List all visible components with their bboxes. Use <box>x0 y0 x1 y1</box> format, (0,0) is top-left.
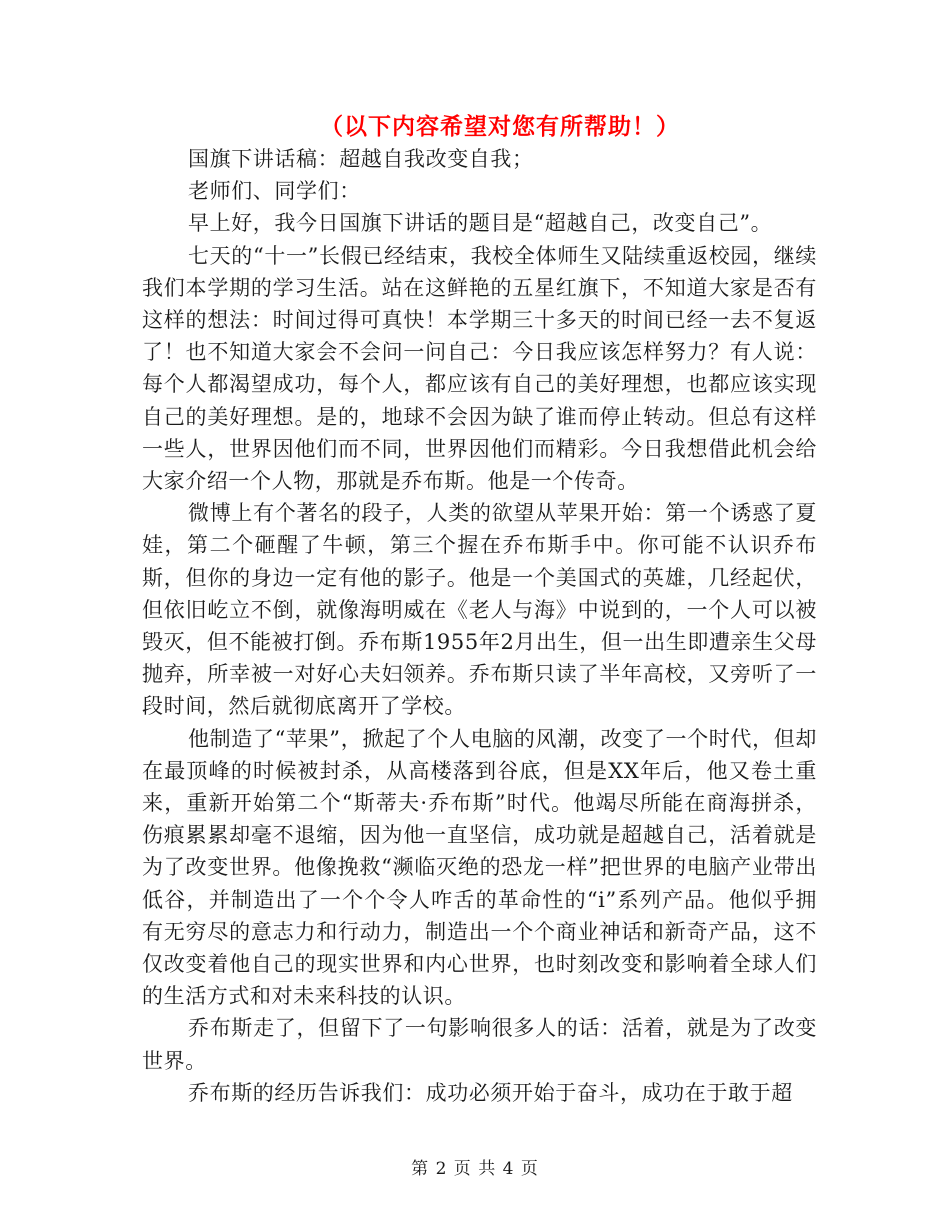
paragraph-salutation: 老师们、同学们： <box>188 179 361 204</box>
paragraph: 乔布斯走了，但留下了一句影响很多人的话：活着，就是为了改变世界。 <box>142 1016 817 1073</box>
body-text <box>142 143 817 1109</box>
footer-suffix: 页 <box>520 1159 539 1179</box>
footer-prefix: 第 <box>411 1159 430 1179</box>
header-note: （以下内容希望对您有所帮助！） <box>320 113 680 140</box>
paragraph: 他制造了“苹果”，掀起了个人电脑的风潮，改变了一个时代，但却在最顶峰的时候被封杀，从高楼落到谷底，但是XX年后，他又卷土重来，重新开始第二个“斯蒂夫·乔布斯”时代。他竭尽所能在商海拼杀，伤痕累累却毫不退缩，因为他一直坚信，成功就是超越自己，活着就是为了改变世界。他像挽救“濒临灭绝的恐龙一样”把世界的电脑产业带出低谷，并制造出了一个个令人咋舌的革命性的“i”系列产品。他似乎拥有无穷尽的意志力和行动力，制造出一个个商业神话和新奇产品，这不仅改变着他自己的现实世界和内心世界，也时刻改变和影响着全球人们的生活方式和对未来科技的认识。 <box>142 726 817 1009</box>
paragraph: 乔布斯的经历告诉我们：成功必须开始于奋斗，成功在于敢于超 <box>188 1080 793 1105</box>
page-footer <box>0 1154 950 1179</box>
footer-middle: 页 共 <box>453 1159 497 1179</box>
paragraph: 七天的“十一”长假已经结束，我校全体师生又陆续重返校园，继续我们本学期的学习生活。站在这鲜艳的五星红旗下，不知道大家是否有这样的想法：时间过得可真快！本学期三十多天的时间已经一去不复返了！也不知道大家会不会问一问自己：今日我应该怎样努力？有人说：每个人都渴望成功，每个人，都应该有自己的美好理想，也都应该实现自己的美好理想。是的，地球不会因为缺了谁而停止转动。但总有这样一些人，世界因他们而不同，世界因他们而精彩。今日我想借此机会给大家介绍一个人物，那就是乔布斯。他是一个传奇。 <box>142 243 817 494</box>
paragraph: 微博上有个著名的段子，人类的欲望从苹果开始：第一个诱惑了夏娃，第二个砸醒了牛顿，第三个握在乔布斯手中。你可能不认识乔布斯，但你的身边一定有他的影子。他是一个美国式的英雄，几经起伏，但依旧屹立不倒，就像海明威在《老人与海》中说到的，一个人可以被毁灭，但不能被打倒。乔布斯1955年2月出生，但一出生即遭亲生父母抛弃，所幸被一对好心夫妇领养。乔布斯只读了半年高校，又旁听了一段时间，然后就彻底离开了学校。 <box>142 501 817 719</box>
paragraph-greeting: 早上好，我今日国旗下讲话的题目是“超越自己，改变自己”。 <box>188 211 773 236</box>
footer-total-pages: 4 <box>502 1159 515 1179</box>
footer-page-number: 2 <box>435 1159 448 1179</box>
paragraph-title: 国旗下讲话稿：超越自我改变自我； <box>188 147 534 171</box>
